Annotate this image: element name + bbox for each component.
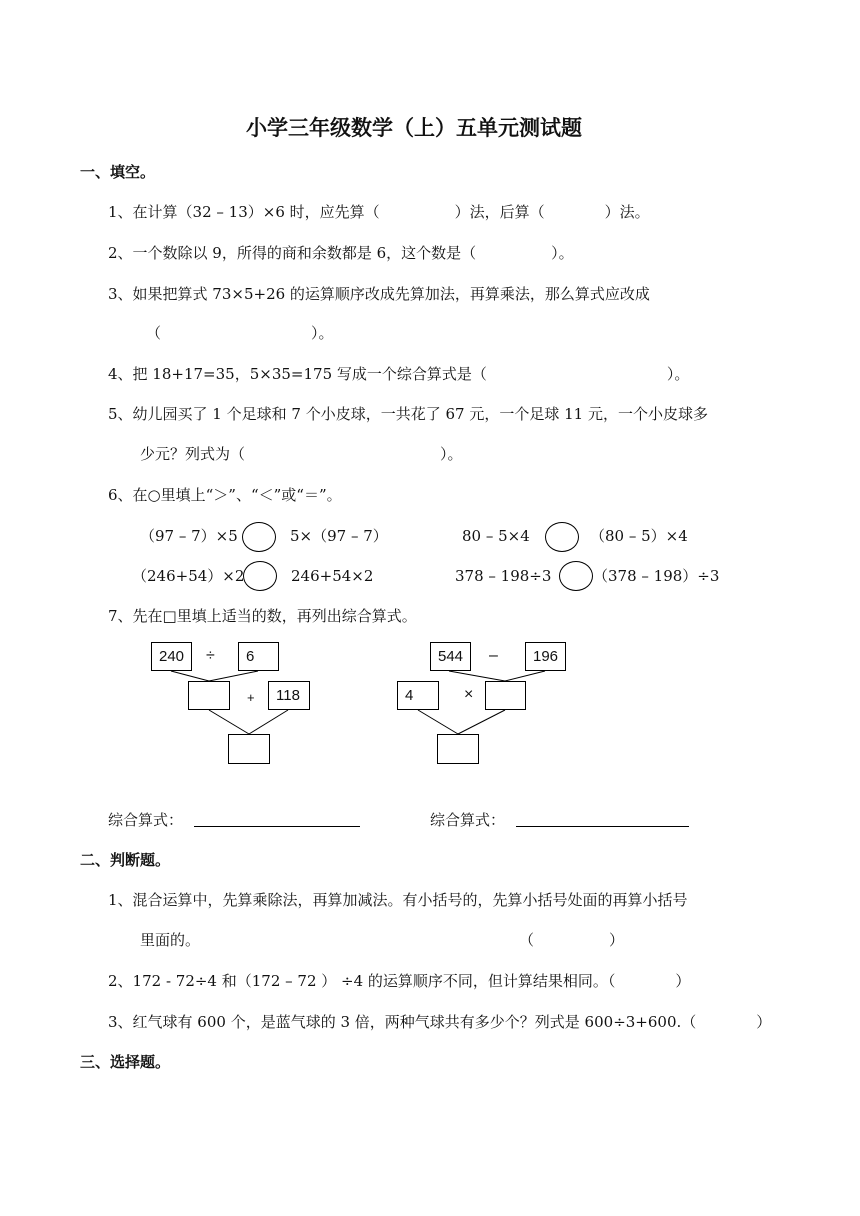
question-2-1-line1: 1、混合运算中，先算乘除法，再算加减法。有小括号的，先算小括号处面的再算小括号 xyxy=(108,891,688,909)
section-heading-multiple-choice: 三、选择题。 xyxy=(80,1053,171,1071)
compare-right: （378 – 198）÷3 xyxy=(593,567,720,585)
question-1-3-line1: 3、如果把算式 73×5+26 的运算顺序改成先算加法，再算乘法，那么算式应改成 xyxy=(108,285,650,303)
compare-left: 80 – 5×4 xyxy=(462,527,530,545)
tree2-operator-minus: – xyxy=(489,647,498,664)
section-heading-fill-blank: 一、填空。 xyxy=(80,163,156,181)
compare-left: （97 – 7）×5 xyxy=(140,527,238,545)
tree2-blank-box[interactable] xyxy=(485,681,526,710)
compare-right: （80 – 5）×4 xyxy=(590,527,688,545)
tree2-result-box[interactable] xyxy=(437,734,479,764)
formula-label: 综合算式： xyxy=(108,811,184,829)
compare-left: 378 – 198÷3 xyxy=(455,567,552,585)
compare-right: 5×（97 – 7） xyxy=(290,527,388,545)
question-1-4: 4、把 18+17=35，5×35=175 写成一个综合算式是（ ）。 xyxy=(108,365,690,383)
question-2-2: 2、172 - 72÷4 和（172 – 72 ） ÷4 的运算顺序不同，但计算结果相同。（ ） xyxy=(108,972,691,990)
formula-answer-line[interactable] xyxy=(516,826,689,827)
formula-answer-line[interactable] xyxy=(194,826,360,827)
tree2-operator-multiply: × xyxy=(464,686,474,703)
tree1-blank-box[interactable] xyxy=(188,681,230,710)
answer-paren[interactable]: （ ） xyxy=(519,931,625,949)
question-1-6: 6、在○里填上“＞”、“＜”或“＝”。 xyxy=(108,486,342,504)
tree1-box-b: 6 xyxy=(238,642,279,671)
page-title: 小学三年级数学（上）五单元测试题 xyxy=(246,115,582,140)
tree1-box-a: 240 xyxy=(151,642,192,671)
question-1-2: 2、一个数除以 9，所得的商和余数都是 6，这个数是（ ）。 xyxy=(108,244,574,262)
question-1-5-line1: 5、幼儿园买了 1 个足球和 7 个小皮球，一共花了 67 元，一个足球 11 元，一个小皮球多 xyxy=(108,405,708,423)
question-1-1: 1、在计算（32 – 13）×6 时，应先算（ ）法，后算（ ）法。 xyxy=(108,203,650,221)
section-heading-true-false: 二、判断题。 xyxy=(80,851,171,869)
compare-left: （246+54）×2 xyxy=(132,567,245,585)
question-1-7: 7、先在□里填上适当的数，再列出综合算式。 xyxy=(108,607,417,625)
tree1-result-box[interactable] xyxy=(228,734,270,764)
tree2-box-b: 196 xyxy=(525,642,566,671)
question-2-1-line2: 里面的。 xyxy=(140,931,201,949)
question-2-3: 3、红气球有 600 个，是蓝气球的 3 倍，两种气球共有多少个？列式是 600÷3+600.（ ） xyxy=(108,1013,772,1031)
question-1-3-line2: （ ）。 xyxy=(146,324,334,342)
tree1-operator-divide: ÷ xyxy=(206,647,215,664)
tree2-box-a: 544 xyxy=(430,642,471,671)
formula-label: 综合算式： xyxy=(430,811,506,829)
compare-right: 246+54×2 xyxy=(291,567,374,585)
question-1-5-line2: 少元？列式为（ ）。 xyxy=(140,445,463,463)
tree1-operator-plus: + xyxy=(247,690,255,705)
tree2-box-c: 4 xyxy=(397,681,439,710)
tree1-box-c: 118 xyxy=(268,681,310,710)
